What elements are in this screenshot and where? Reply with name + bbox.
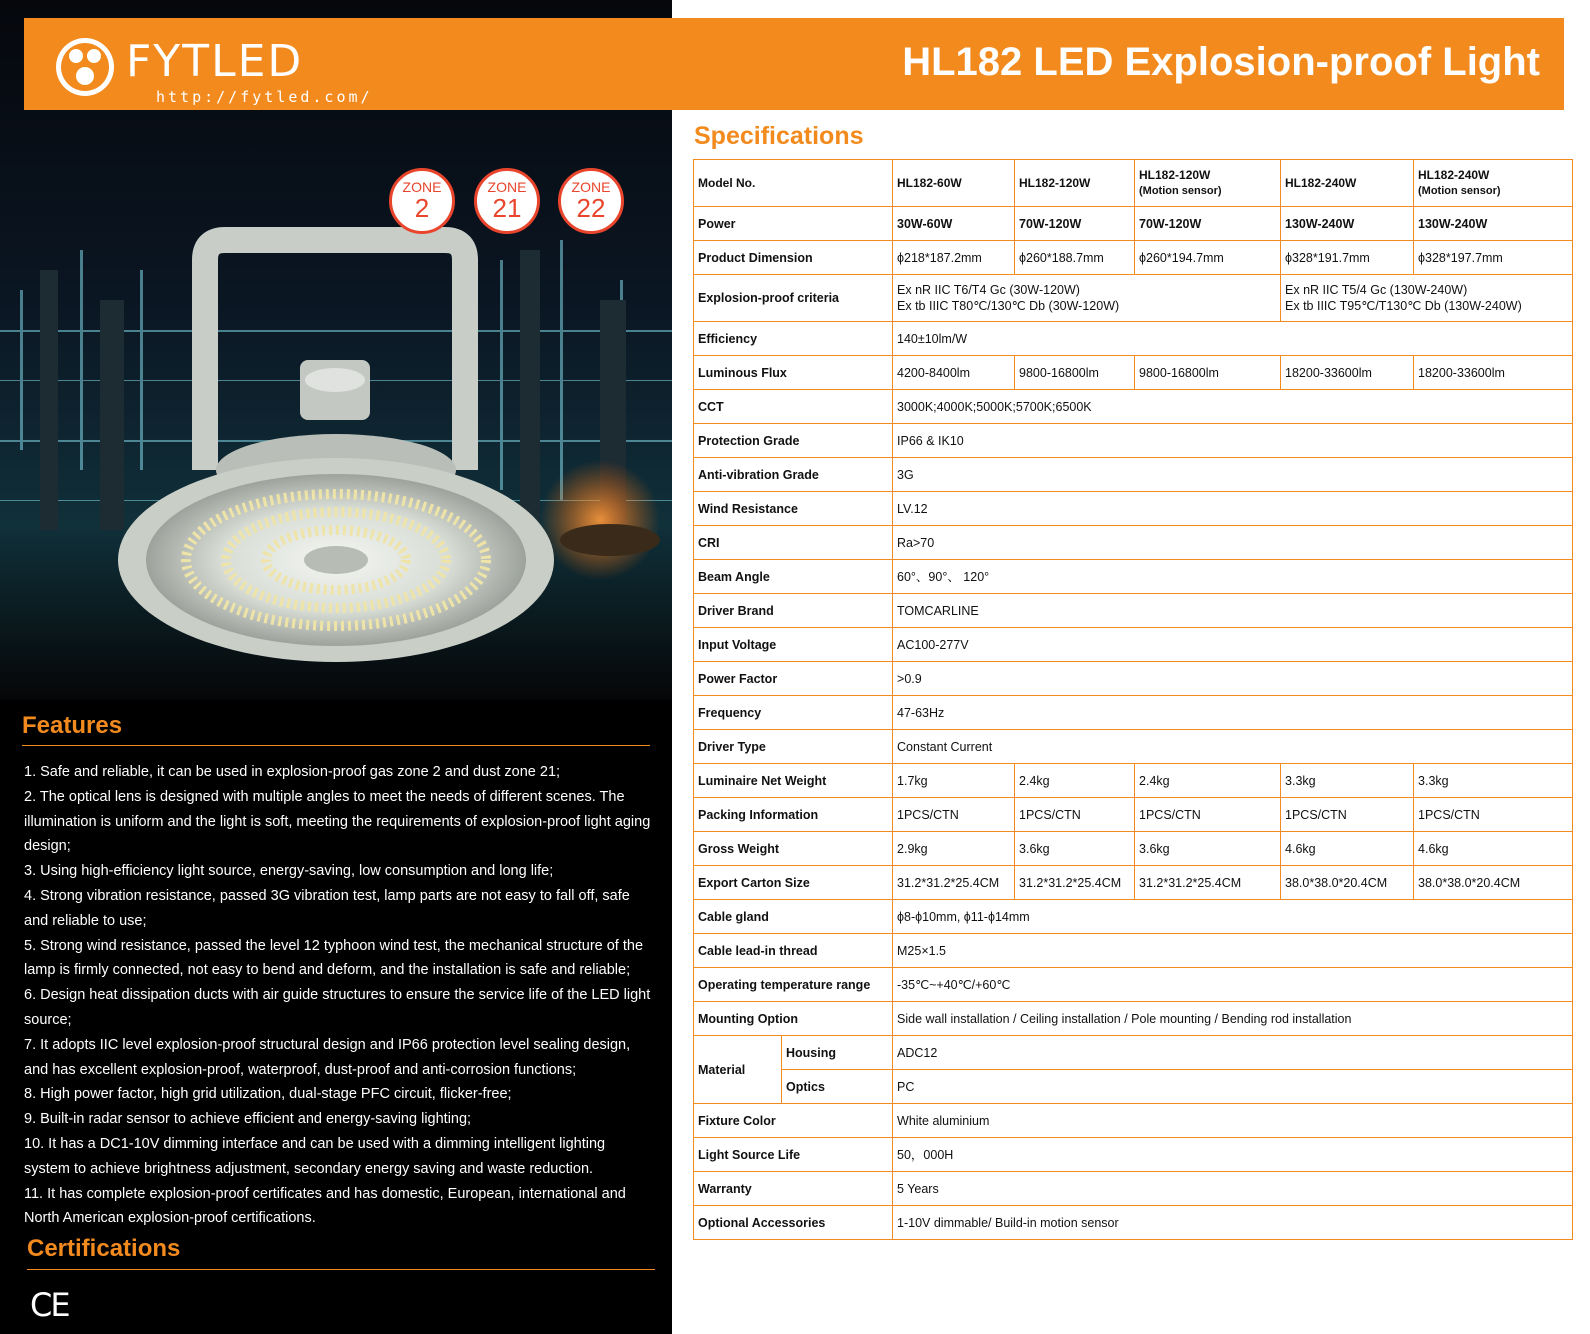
features-title: Features xyxy=(22,712,123,739)
value-cell: ϕ328*191.7mm xyxy=(1281,241,1414,275)
value-cell: 2.4kg xyxy=(1135,764,1281,798)
certifications-divider xyxy=(27,1269,655,1270)
zone-number: 21 xyxy=(492,193,522,223)
value-cell: 2.9kg xyxy=(893,832,1015,866)
model-name: HL182-120W xyxy=(1019,176,1091,190)
feature-item: 6. Design heat dissipation ducts with air guide structures to ensure the service life of the LED light source; xyxy=(24,987,651,1028)
zone-badge-22 xyxy=(558,168,624,234)
value-cell: 50，000H xyxy=(893,1138,1573,1172)
value-cell: LV.12 xyxy=(893,492,1573,526)
feature-item: 2. The optical lens is designed with multiple angles to meet the needs of different scenes. The illumination is uniform and the light is soft, meeting the requirements of explosion-proof light aging design; xyxy=(24,788,651,855)
value-cell: 1PCS/CTN xyxy=(1414,798,1573,832)
row-label: Material xyxy=(694,1036,782,1104)
value-cell: 4.6kg xyxy=(1414,832,1573,866)
model-name: HL182-120W xyxy=(1139,168,1211,182)
features-divider xyxy=(22,745,650,746)
value-cell: 3.6kg xyxy=(1015,832,1135,866)
value-cell: 9800-16800lm xyxy=(1135,356,1281,390)
product-title: HL182 LED Explosion-proof Light xyxy=(902,40,1540,84)
criteria-line: Ex tb IIIC T95℃/T130℃ Db (130W-240W) xyxy=(1285,299,1522,313)
value-cell: 1.7kg xyxy=(893,764,1015,798)
table-row xyxy=(694,458,1573,492)
row-label: Fixture Color xyxy=(694,1104,893,1138)
row-label: Product Dimension xyxy=(694,241,893,275)
table-row xyxy=(694,764,1573,798)
value-cell: 30W-60W xyxy=(893,207,1015,241)
value-cell: 3.3kg xyxy=(1281,764,1414,798)
value-cell: ϕ8-ϕ10mm, ϕ11-ϕ14mm xyxy=(893,900,1573,934)
zone-label: ZONE xyxy=(571,179,611,195)
table-row xyxy=(694,1206,1573,1240)
model-note: (Motion sensor) xyxy=(1418,185,1501,197)
value-cell: 38.0*38.0*20.4CM xyxy=(1281,866,1414,900)
model-name: HL182-60W xyxy=(897,176,962,190)
table-row xyxy=(694,1036,1573,1070)
logo-icon xyxy=(54,36,116,98)
table-row xyxy=(694,628,1573,662)
row-label: Wind Resistance xyxy=(694,492,893,526)
table-row xyxy=(694,492,1573,526)
sub-label: Housing xyxy=(782,1036,893,1070)
row-label: Luminous Flux xyxy=(694,356,893,390)
criteria-line: Ex nR IIC T6/T4 Gc (30W-120W) xyxy=(897,283,1080,297)
value-cell: 38.0*38.0*20.4CM xyxy=(1414,866,1573,900)
zone-label: ZONE xyxy=(402,179,442,195)
zone-label: ZONE xyxy=(487,179,527,195)
row-label: Cable lead-in thread xyxy=(694,934,893,968)
zone-number: 22 xyxy=(576,193,606,223)
table-row xyxy=(694,560,1573,594)
value-cell: 60°、90°、 120° xyxy=(893,560,1573,594)
zone-badge-2 xyxy=(389,168,455,234)
value-cell: ϕ260*194.7mm xyxy=(1135,241,1281,275)
table-row xyxy=(694,730,1573,764)
brand-logo[interactable] xyxy=(54,32,374,106)
row-label: Gross Weight xyxy=(694,832,893,866)
specifications-title: Specifications xyxy=(694,122,864,150)
value-cell: PC xyxy=(893,1070,1573,1104)
value-cell: 2.4kg xyxy=(1015,764,1135,798)
value-cell: 31.2*31.2*25.4CM xyxy=(1135,866,1281,900)
zone-badge-21 xyxy=(474,168,540,234)
specifications-table xyxy=(693,159,1573,1240)
feature-item: 10. It has a DC1-10V dimming interface and can be used with a dimming intelligent lighting system to achieve brightness adjustment, secondary energy saving and waste reduction. xyxy=(24,1135,606,1177)
feature-item: 4. Strong vibration resistance, passed 3G vibration test, lamp parts are not easy to fall off, safe and reliable to use; xyxy=(24,887,630,929)
table-row xyxy=(694,696,1573,730)
certifications-title: Certifications xyxy=(27,1235,181,1262)
model-cell xyxy=(893,160,1015,207)
table-row xyxy=(694,356,1573,390)
value-cell: White aluminium xyxy=(893,1104,1573,1138)
model-note: (Motion sensor) xyxy=(1139,185,1222,197)
storage-tank xyxy=(560,524,660,556)
model-name: HL182-240W xyxy=(1418,168,1490,182)
table-row xyxy=(694,832,1573,866)
row-label: Frequency xyxy=(694,696,893,730)
row-label: Beam Angle xyxy=(694,560,893,594)
row-label: Luminaire Net Weight xyxy=(694,764,893,798)
value-cell: Side wall installation / Ceiling installation / Pole mounting / Bending rod installation xyxy=(893,1002,1573,1036)
feature-item: 8. High power factor, high grid utilization, dual-stage PFC circuit, flicker-free; xyxy=(24,1086,512,1103)
value-cell: -35℃~+40℃/+60℃ xyxy=(893,968,1573,1002)
value-cell: ADC12 xyxy=(893,1036,1573,1070)
model-cell xyxy=(1414,160,1573,207)
tank-glow xyxy=(540,460,660,580)
table-row xyxy=(694,1172,1573,1206)
value-cell: 70W-120W xyxy=(1015,207,1135,241)
row-label: Mounting Option xyxy=(694,1002,893,1036)
criteria-line: Ex tb IIIC T80℃/130℃ Db (30W-120W) xyxy=(897,299,1120,313)
row-label: Light Source Life xyxy=(694,1138,893,1172)
value-cell: 18200-33600lm xyxy=(1414,356,1573,390)
value-cell: 9800-16800lm xyxy=(1015,356,1135,390)
row-label: Anti-vibration Grade xyxy=(694,458,893,492)
features-list xyxy=(24,760,654,1231)
table-row xyxy=(694,160,1573,207)
value-cell: 1PCS/CTN xyxy=(1015,798,1135,832)
value-cell: 4.6kg xyxy=(1281,832,1414,866)
feature-item: 9. Built-in radar sensor to achieve efficient and energy-saving lighting; xyxy=(24,1111,472,1128)
feature-item: 11. It has complete explosion-proof certificates and has domestic, European, international and North American explosion-proof certifications. xyxy=(24,1185,626,1227)
ce-mark: CE xyxy=(30,1286,69,1324)
row-label: Export Carton Size xyxy=(694,866,893,900)
value-cell: 3G xyxy=(893,458,1573,492)
criteria-line: Ex nR IIC T5/4 Gc (130W-240W) xyxy=(1285,283,1468,297)
value-cell: 4200-8400lm xyxy=(893,356,1015,390)
value-cell: 18200-33600lm xyxy=(1281,356,1414,390)
table-row xyxy=(694,241,1573,275)
value-cell: 31.2*31.2*25.4CM xyxy=(893,866,1015,900)
value-cell: TOMCARLINE xyxy=(893,594,1573,628)
feature-item: 5. Strong wind resistance, passed the level 12 typhoon wind test, the mechanical structure of the lamp is firmly connected, not easy to bend and deform, and the installation is safe and reliable; xyxy=(24,937,644,979)
row-label: Packing Information xyxy=(694,798,893,832)
table-row xyxy=(694,275,1573,322)
row-label: CCT xyxy=(694,390,893,424)
row-label: Input Voltage xyxy=(694,628,893,662)
table-row xyxy=(694,662,1573,696)
row-label: Operating temperature range xyxy=(694,968,893,1002)
row-label: Driver Brand xyxy=(694,594,893,628)
value-cell: M25×1.5 xyxy=(893,934,1573,968)
row-label: Power xyxy=(694,207,893,241)
feature-item: 7. It adopts IIC level explosion-proof structural design and IP66 protection level sealing design, and has excellent explosion-proof, waterproof, dust-proof and anti-corrosion functions; xyxy=(24,1036,631,1078)
table-row xyxy=(694,968,1573,1002)
value-cell: 130W-240W xyxy=(1281,207,1414,241)
value-cell: IP66 & IK10 xyxy=(893,424,1573,458)
value-cell: 3.6kg xyxy=(1135,832,1281,866)
table-row xyxy=(694,424,1573,458)
row-label: Optional Accessories xyxy=(694,1206,893,1240)
value-cell xyxy=(1281,275,1573,322)
table-row xyxy=(694,1138,1573,1172)
row-label: CRI xyxy=(694,526,893,560)
row-label: Explosion-proof criteria xyxy=(694,275,893,322)
table-row xyxy=(694,1070,1573,1104)
value-cell: 5 Years xyxy=(893,1172,1573,1206)
zone-number: 2 xyxy=(414,193,430,223)
table-row xyxy=(694,1002,1573,1036)
table-row xyxy=(694,390,1573,424)
value-cell: 1-10V dimmable/ Build-in motion sensor xyxy=(893,1206,1573,1240)
value-cell: Ra>70 xyxy=(893,526,1573,560)
sub-label: Optics xyxy=(782,1070,893,1104)
row-label: Protection Grade xyxy=(694,424,893,458)
row-label: Cable gland xyxy=(694,900,893,934)
value-cell: 47-63Hz xyxy=(893,696,1573,730)
row-label: Warranty xyxy=(694,1172,893,1206)
model-cell xyxy=(1281,160,1414,207)
feature-item: 3. Using high-efficiency light source, energy-saving, low consumption and long life; xyxy=(24,863,554,880)
left-panel xyxy=(0,0,672,1334)
table-row xyxy=(694,1104,1573,1138)
value-cell: 130W-240W xyxy=(1414,207,1573,241)
value-cell: 31.2*31.2*25.4CM xyxy=(1015,866,1135,900)
value-cell: ϕ260*188.7mm xyxy=(1015,241,1135,275)
table-row xyxy=(694,866,1573,900)
row-label: Efficiency xyxy=(694,322,893,356)
value-cell xyxy=(893,275,1281,322)
value-cell: 3000K;4000K;5000K;5700K;6500K xyxy=(893,390,1573,424)
feature-item: 1. Safe and reliable, it can be used in explosion-proof gas zone 2 and dust zone 21; xyxy=(24,764,561,780)
brand-url[interactable]: http://fytled.com/ xyxy=(156,88,373,106)
table-row xyxy=(694,322,1573,356)
value-cell: 3.3kg xyxy=(1414,764,1573,798)
value-cell: 1PCS/CTN xyxy=(893,798,1015,832)
model-cell xyxy=(1135,160,1281,207)
brand-name: FYTLED xyxy=(126,36,304,87)
table-row xyxy=(694,900,1573,934)
table-row xyxy=(694,798,1573,832)
table-row xyxy=(694,594,1573,628)
value-cell: ϕ218*187.2mm xyxy=(893,241,1015,275)
row-label: Power Factor xyxy=(694,662,893,696)
model-name: HL182-240W xyxy=(1285,176,1357,190)
row-label: Driver Type xyxy=(694,730,893,764)
table-row xyxy=(694,934,1573,968)
value-cell: 1PCS/CTN xyxy=(1135,798,1281,832)
value-cell: 70W-120W xyxy=(1135,207,1281,241)
table-row xyxy=(694,526,1573,560)
row-label: Model No. xyxy=(694,160,893,207)
value-cell: 140±10lm/W xyxy=(893,322,1573,356)
value-cell: 1PCS/CTN xyxy=(1281,798,1414,832)
value-cell: ϕ328*197.7mm xyxy=(1414,241,1573,275)
table-row xyxy=(694,207,1573,241)
value-cell: Constant Current xyxy=(893,730,1573,764)
value-cell: >0.9 xyxy=(893,662,1573,696)
header-bar xyxy=(24,18,1564,110)
model-cell xyxy=(1015,160,1135,207)
value-cell: AC100-277V xyxy=(893,628,1573,662)
